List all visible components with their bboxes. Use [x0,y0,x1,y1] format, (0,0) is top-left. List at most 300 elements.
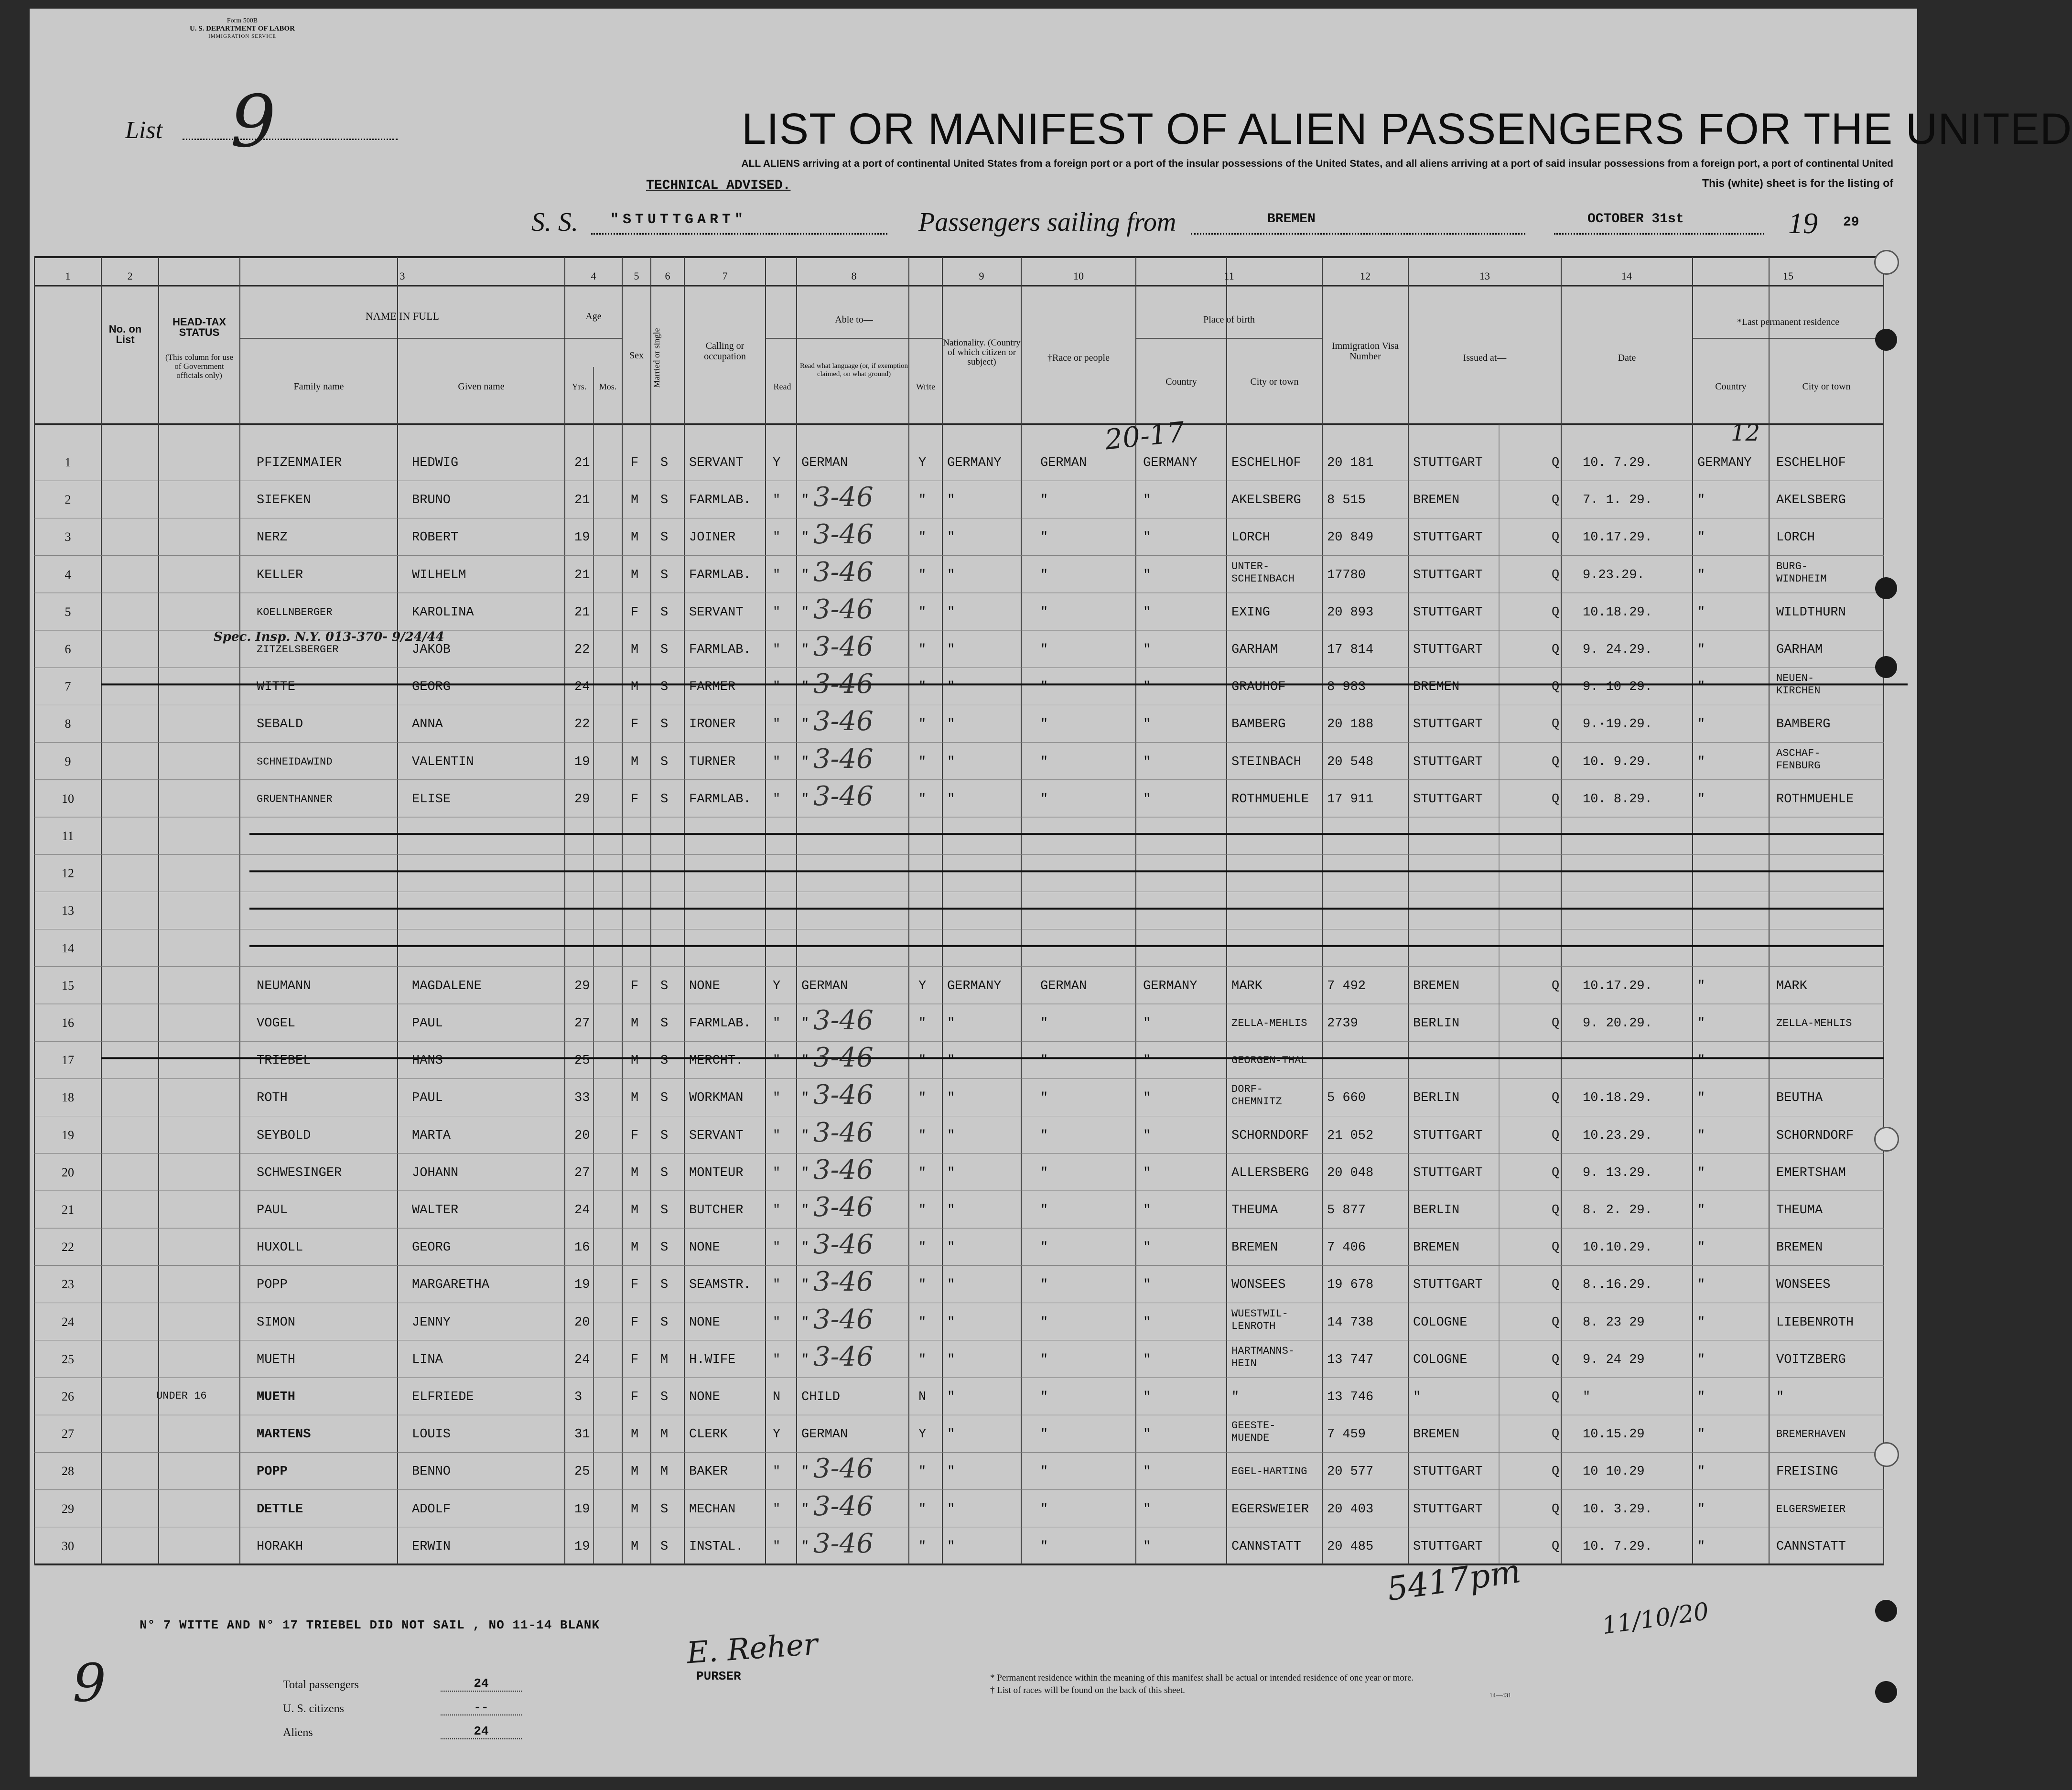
cell-sex: M [631,1165,639,1180]
column-number: 3 [399,270,405,282]
cell-city: ROTHMUEHLE [1231,792,1309,807]
cell-date: 9. 10 29. [1583,680,1652,695]
cell-lang: " [801,1465,809,1479]
cell-write: " [918,1091,927,1106]
handwritten-language-mark: 3-46 [813,1117,874,1148]
cell-res-city: MARK [1776,979,1807,993]
cell-nationality: " [947,1315,955,1330]
cell-visa: 5 660 [1327,1091,1366,1106]
cell-age: 19 [574,1278,590,1293]
cell-sex: F [631,979,639,993]
cell-date: 9. 13.29. [1583,1165,1652,1180]
cell-sex: F [631,792,639,807]
cell-race: " [1040,1165,1048,1180]
cell-res-country: " [1697,1278,1705,1293]
cell-res-country: " [1697,792,1705,807]
row-number: 18 [62,1090,74,1105]
cell-age: 16 [574,1240,590,1255]
cell-ms: M [660,1352,669,1367]
cell-country: " [1143,680,1151,695]
cell-visa: 20 893 [1327,605,1374,620]
cell-nationality: " [947,792,955,807]
handwritten-language-mark: 3-46 [813,780,874,812]
cell-write: " [918,755,927,769]
header-calling: Calling or occupation [704,341,746,362]
cell-given: BENNO [412,1465,451,1479]
cell-country: " [1143,1352,1151,1367]
cell-age: 19 [574,1539,590,1554]
handwritten-language-mark: 3-46 [813,743,874,775]
cell-lang: " [801,717,809,732]
cell-given: ROBERT [412,530,459,545]
cell-q: Q [1552,717,1560,732]
row-number: 24 [62,1315,74,1329]
header-birth-city: City or town [1250,377,1299,387]
cell-family: HORAKH [257,1539,303,1554]
list-number: 9 [230,80,276,163]
us-citizens-value: -- [441,1700,522,1715]
cell-city: CANNSTATT [1231,1539,1301,1554]
cell-q: Q [1552,493,1560,508]
cell-ms: S [660,568,669,582]
cell-sex: F [631,1315,639,1330]
cell-country: " [1143,1165,1151,1180]
cell-calling: FARMLAB. [689,568,751,582]
cell-nationality: " [947,1390,955,1404]
cell-given: PAUL [412,1091,443,1106]
column-number: 1 [65,270,71,282]
cell-race: " [1040,1502,1048,1517]
cell-age: 21 [574,568,590,582]
cell-sex: F [631,717,639,732]
cell-visa: 20 188 [1327,717,1374,732]
cell-issued: BREMEN [1413,979,1460,993]
cell-res-city: ZELLA-MEHLIS [1776,1017,1852,1029]
cell-issued: STUTTGART [1413,456,1483,470]
cell-age: 24 [574,1203,590,1218]
cell-write: " [918,1165,927,1180]
cell-race: " [1040,1054,1048,1068]
cell-lang: " [801,1539,809,1554]
cell-race: " [1040,1278,1048,1293]
cell-res-city: BREMERHAVEN [1776,1428,1846,1441]
cell-q: Q [1552,1203,1560,1218]
cell-visa: 20 548 [1327,755,1374,769]
cell-res-country: " [1697,680,1705,695]
cell-lang: " [801,1315,809,1330]
row-number: 22 [62,1240,74,1254]
cell-q: Q [1552,680,1560,695]
cell-calling: FARMLAB. [689,493,751,508]
cell-given: ELISE [412,792,451,807]
cell-read: " [773,493,781,508]
cell-q: Q [1552,1502,1560,1517]
cell-res-city: BAMBERG [1776,717,1831,732]
cell-q: Q [1552,1465,1560,1479]
row-number: 25 [62,1352,74,1366]
total-passengers-label: Total passengers [283,1679,359,1691]
cell-write: " [918,568,927,582]
cell-age: 29 [574,792,590,807]
sailing-label: Passengers sailing from [918,207,1176,237]
cell-res-city: BEUTHA [1776,1091,1823,1106]
cell-race: " [1040,1128,1048,1143]
cell-age: 25 [574,1465,590,1479]
header-yrs: Yrs. [572,382,587,391]
cell-lang: CHILD [801,1390,841,1404]
cell-city: EGEL-HARTING [1231,1466,1307,1478]
cell-sex: M [631,1539,639,1554]
cell-visa: 5 877 [1327,1203,1366,1218]
purser-label: PURSER [696,1669,741,1683]
cell-visa: 20 048 [1327,1165,1374,1180]
cell-res-country: " [1697,643,1705,657]
header-no-on-list: No. on List [108,323,142,345]
total-passengers-value: 24 [441,1676,522,1692]
cell-lang: GERMAN [801,1427,848,1442]
handwritten-language-mark: 3-46 [813,1229,874,1261]
cell-ms: S [660,605,669,620]
cell-ms: S [660,717,669,732]
cell-q: Q [1552,1240,1560,1255]
binder-hole [1875,1681,1897,1703]
row-number: 3 [65,530,71,544]
cell-given: GEORG [412,1240,451,1255]
header-res-country: Country [1715,381,1747,392]
column-number: 15 [1783,270,1793,282]
row-number: 28 [62,1464,74,1478]
cell-lang: " [801,1203,809,1218]
cell-city: GRAUHOF [1231,680,1286,695]
cell-q: Q [1552,1352,1560,1367]
cell-given: WILHELM [412,568,466,582]
cell-age: 20 [574,1128,590,1143]
cell-read: " [773,1165,781,1180]
cell-nationality: " [947,1054,955,1068]
header-issued-at: Issued at— [1463,353,1507,363]
cell-given: BRUNO [412,493,451,508]
cell-race: " [1040,755,1048,769]
cell-date: 8..16.29. [1583,1278,1652,1293]
header-birth-country: Country [1166,377,1197,387]
cell-write: " [918,717,927,732]
header-date: Date [1618,353,1636,363]
cell-issued: STUTTGART [1413,1539,1483,1554]
header-read: Read [773,382,791,391]
handwritten-language-mark: 3-46 [813,556,874,588]
cell-visa: 19 678 [1327,1278,1374,1293]
cell-q: Q [1552,1315,1560,1330]
cell-res-country: " [1697,1016,1705,1031]
cell-calling: MONTEUR [689,1165,744,1180]
cell-date: 10. 8.29. [1583,792,1652,807]
cell-nationality: " [947,643,955,657]
handwritten-language-mark: 3-46 [813,519,874,550]
cell-date: 9. 20.29. [1583,1016,1652,1031]
cell-date: 10.18.29. [1583,1091,1652,1106]
cell-race: " [1040,1091,1048,1106]
cell-age: 22 [574,643,590,657]
cell-date: 10. 3.29. [1583,1502,1652,1517]
cell-race: " [1040,1465,1048,1479]
cell-res-country: " [1697,530,1705,545]
cell-res-country: " [1697,1203,1705,1218]
cell-country: " [1143,755,1151,769]
cell-res-city: NEUEN- KIRCHEN [1776,672,1821,697]
header-head-tax: HEAD-TAX STATUS [172,316,227,338]
cell-family: MUETH [257,1390,296,1404]
ship-name: "STUTTGART" [610,212,747,228]
cell-visa: 13 746 [1327,1390,1374,1404]
cell-race: " [1040,1390,1048,1404]
cell-nationality: " [947,1539,955,1554]
cell-ms: S [660,643,669,657]
cell-city: EXING [1231,605,1271,620]
row-number: 14 [62,941,74,955]
cell-res-country: " [1697,568,1705,582]
cell-nationality: " [947,493,955,508]
cell-city: AKELSBERG [1231,493,1301,508]
handwritten-language-mark: 3-46 [813,482,874,513]
cell-lang: " [801,792,809,807]
cell-family: NEUMANN [257,979,311,993]
cell-calling: H.WIFE [689,1352,736,1367]
cell-nationality: " [947,1091,955,1106]
cell-write: Y [918,1427,927,1442]
cell-write: " [918,680,927,695]
cell-family: PFIZENMAIER [257,456,342,470]
cell-lang: " [801,1016,809,1031]
cell-family: SCHWESINGER [257,1165,342,1180]
cell-write: " [918,530,927,545]
cell-race: " [1040,530,1048,545]
cell-visa: 2739 [1327,1016,1358,1031]
cell-age: 21 [574,605,590,620]
cell-country: GERMANY [1143,979,1198,993]
cell-country: " [1143,1390,1151,1404]
cell-country: " [1143,1016,1151,1031]
cell-lang: " [801,1502,809,1517]
cell-race: " [1040,605,1048,620]
cell-city: GARHAM [1231,643,1278,657]
cell-sex: M [631,680,639,695]
cell-read: " [773,1502,781,1517]
aliens-label: Aliens [283,1726,313,1739]
cell-res-country: " [1697,1465,1705,1479]
subtitle-line-2: This (white) sheet is for the listing of [1702,177,1893,189]
cell-ms: S [660,1091,669,1106]
cell-ms: S [660,1016,669,1031]
cell-lang: " [801,530,809,545]
cell-read: " [773,1465,781,1479]
cell-given: VALENTIN [412,755,474,769]
row-number: 17 [62,1053,74,1068]
cell-date: 10.10.29. [1583,1240,1652,1255]
cell-country: " [1143,1539,1151,1554]
footnote-residence: * Permanent residence within the meaning of this manifest shall be actual or intended residence of one year or more. [990,1673,1414,1683]
cell-race: " [1040,1240,1048,1255]
cell-country: " [1143,717,1151,732]
cell-res-country: " [1697,717,1705,732]
row-number: 12 [62,866,74,881]
cell-ms: S [660,530,669,545]
row-number: 4 [65,567,71,582]
column-number: 5 [634,270,639,282]
cell-res-city: FREISING [1776,1465,1838,1479]
cell-visa: 8 983 [1327,680,1366,695]
cell-read: Y [773,1427,781,1442]
cell-city: THEUMA [1231,1203,1278,1218]
cell-nationality: " [947,1128,955,1143]
cell-nationality: " [947,1502,955,1517]
column-number: 14 [1621,270,1632,282]
cell-date: 10.23.29. [1583,1128,1652,1143]
handwritten-language-mark: 3-46 [813,1341,874,1372]
row-number: 5 [65,604,71,619]
cell-city: SCHORNDORF [1231,1128,1309,1143]
cell-visa: 20 849 [1327,530,1374,545]
cell-res-city: ELGERSWEIER [1776,1503,1846,1515]
cell-date: 10. 7.29. [1583,456,1652,470]
cell-given: GEORG [412,680,451,695]
cell-family: MUETH [257,1352,296,1367]
cell-sex: M [631,1427,639,1442]
cell-family: VOGEL [257,1016,296,1031]
cell-country: " [1143,643,1151,657]
cell-write: Y [918,979,927,993]
cell-family: SEYBOLD [257,1128,311,1143]
header-nationality: Nationality. (Country of which citizen or subject) [943,338,1021,367]
year-label: 19 [1788,207,1818,240]
handwritten-language-mark: 3-46 [813,1304,874,1335]
header-res-city: City or town [1802,381,1851,392]
cell-given: HEDWIG [412,456,459,470]
binder-hole [1875,1600,1897,1622]
cell-date: 10.17.29. [1583,979,1652,993]
cell-sex: M [631,1091,639,1106]
cell-res-country: " [1697,1165,1705,1180]
cell-res-country: " [1697,979,1705,993]
cell-nationality: " [947,1016,955,1031]
cell-res-country: " [1697,755,1705,769]
footer-note: N° 7 WITTE AND N° 17 TRIEBEL DID NOT SAIL , NO 11-14 BLANK [140,1618,600,1632]
cell-ms: S [660,979,669,993]
cell-q: Q [1552,1390,1560,1404]
cell-q: Q [1552,456,1560,470]
cell-age: 29 [574,979,590,993]
cell-country: " [1143,1091,1151,1106]
cell-nationality: " [947,568,955,582]
cell-visa: 7 459 [1327,1427,1366,1442]
handwritten-language-mark: 3-46 [813,1266,874,1298]
cell-lang: " [801,605,809,620]
cell-family: ZITZELSBERGER [257,644,339,656]
column-number: 13 [1479,270,1490,282]
cell-calling: SERVANT [689,456,744,470]
cell-city: EGERSWEIER [1231,1502,1309,1517]
cell-sex: M [631,1240,639,1255]
list-label: List [125,117,163,144]
binder-hole [1874,250,1899,275]
cell-given: ELFRIEDE [412,1390,474,1404]
cell-sex: F [631,1278,639,1293]
cell-sex: M [631,1502,639,1517]
cell-race: GERMAN [1040,979,1087,993]
cell-ms: S [660,1165,669,1180]
year-suffix: 29 [1843,215,1859,230]
cell-race: GERMAN [1040,456,1087,470]
cell-write: " [918,1054,927,1068]
cell-calling: FARMLAB. [689,792,751,807]
cell-read: " [773,1539,781,1554]
subtitle-line-1: ALL ALIENS arriving at a port of continental United States from a foreign port or a port of the insular possessions of the United States, and all aliens arriving at a port of said insular possessions from a foreign port, a port of continental United [741,158,1893,169]
cell-age: 21 [574,456,590,470]
cell-res-country: " [1697,1315,1705,1330]
cell-family: PAUL [257,1203,288,1218]
cell-age: 19 [574,1502,590,1517]
row-number: 30 [62,1539,74,1553]
cell-issued: BREMEN [1413,1240,1460,1255]
cell-city: LORCH [1231,530,1271,545]
cell-race: " [1040,1203,1048,1218]
cell-date: 10.18.29. [1583,605,1652,620]
cell-country: " [1143,605,1151,620]
cell-calling: MECHAN [689,1502,736,1517]
cell-family: SEBALD [257,717,303,732]
cell-nationality: " [947,530,955,545]
row-number: 27 [62,1427,74,1441]
cell-read: " [773,1091,781,1106]
cell-city: BREMEN [1231,1240,1278,1255]
cell-family: ROTH [257,1091,288,1106]
cell-city: WUESTWIL- LENROTH [1231,1307,1288,1332]
cell-city: UNTER- SCHEINBACH [1231,560,1295,585]
page-title: LIST OR MANIFEST OF ALIEN PASSENGERS FOR THE UNITED [742,105,2072,153]
cell-visa: 17 814 [1327,643,1374,657]
cell-res-country: " [1697,1091,1705,1106]
cell-date: 9.23.29. [1583,568,1645,582]
cell-visa: 17780 [1327,568,1366,582]
aliens-value: 24 [441,1724,522,1739]
cell-calling: FARMLAB. [689,643,751,657]
row-number: 10 [62,791,74,806]
cell-family: KELLER [257,568,303,582]
cell-read: " [773,530,781,545]
cell-read: " [773,1203,781,1218]
cell-read: " [773,717,781,732]
cell-age: 19 [574,530,590,545]
cell-age: 24 [574,680,590,695]
cell-read: " [773,1352,781,1367]
header-write: Write [916,382,936,391]
cell-visa: 21 052 [1327,1128,1374,1143]
cell-race: " [1040,792,1048,807]
column-number: 9 [979,270,984,282]
header-mos: Mos. [599,382,617,391]
cell-nationality: " [947,605,955,620]
cell-age: 22 [574,717,590,732]
cell-sex: M [631,1016,639,1031]
cell-res-city: EMERTSHAM [1776,1165,1846,1180]
cell-nationality: " [947,1203,955,1218]
cell-race: " [1040,1427,1048,1442]
header-name-in-full: NAME IN FULL [366,310,439,322]
cell-family: KOELLNBERGER [257,606,333,618]
cell-calling: NONE [689,1240,720,1255]
cell-country: " [1143,1203,1151,1218]
cell-country: " [1143,493,1151,508]
header-head-tax-note: (This column for use of Government officials only) [165,353,234,380]
